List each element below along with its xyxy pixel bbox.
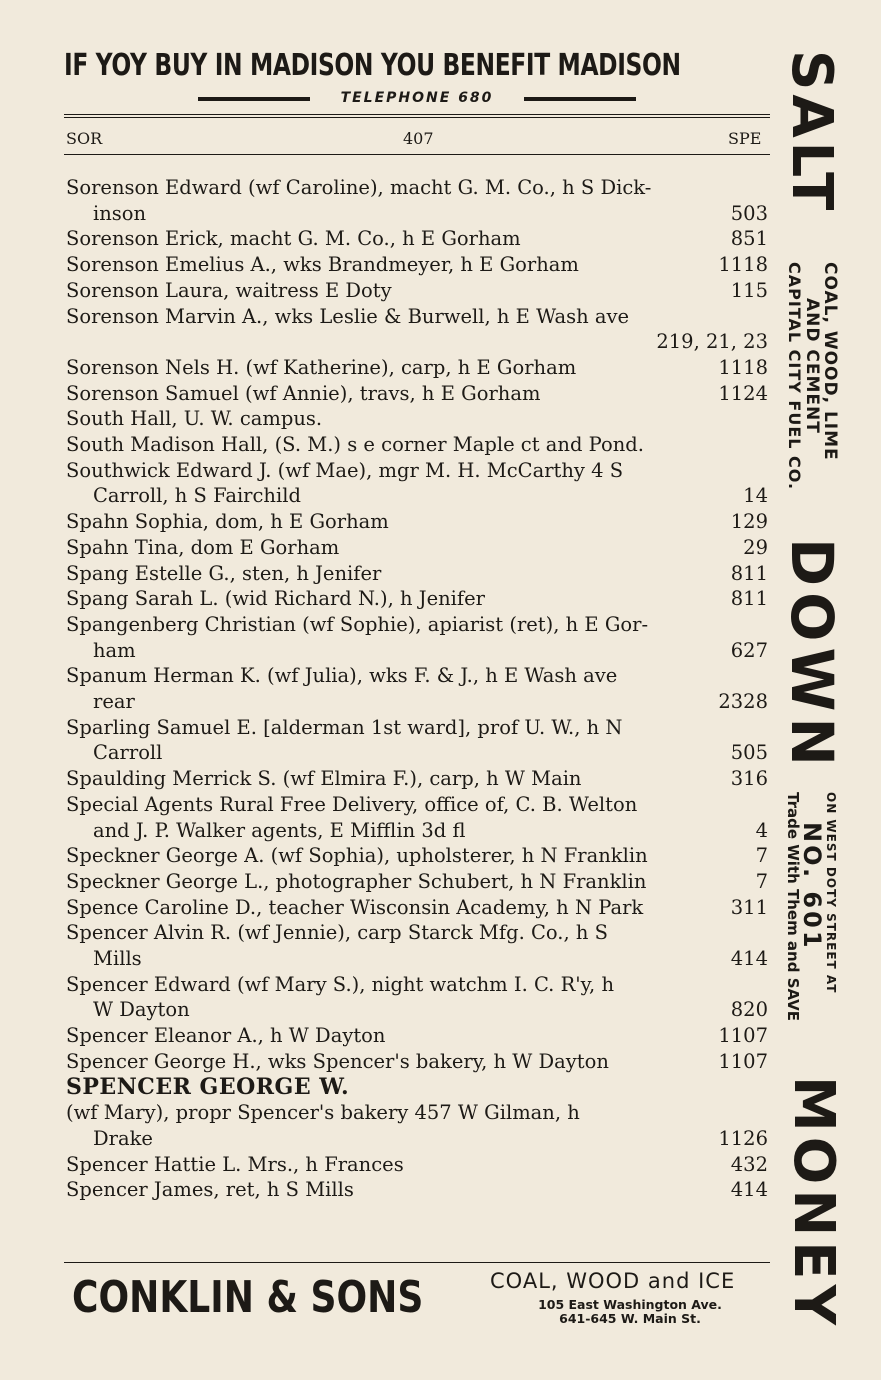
entry-text-span: Spahn Sophia, dom, h E Gorham <box>66 510 389 534</box>
side-ad-coal-line3: CAPITAL CITY FUEL CO. <box>785 262 804 491</box>
entry-text-span: Sorenson Laura, waitress E Doty <box>66 278 392 302</box>
entry-text-span: Mills <box>93 947 142 971</box>
entry-text-span: Special Agents Rural Free Delivery, office of, C. B. Welton <box>66 792 638 816</box>
entry-text-span: Sorenson Erick, macht G. M. Co., h E Gorham <box>66 227 521 251</box>
directory-entry <box>66 663 770 714</box>
entry-continuation <box>66 638 770 664</box>
side-ad-no-line3: Trade With Them and SAVE <box>784 792 802 1021</box>
entry-text-span: South Madison Hall, (S. M.) s e corner Maple ct and Pond. <box>66 433 644 457</box>
entry-number: 811 <box>730 561 768 585</box>
entry-continuation <box>66 201 770 227</box>
entry-text-span: Sorenson Edward (wf Caroline), macht G. M. Co., h S Dick- <box>66 176 652 199</box>
entry-text-span: Speckner George A. (wf Sophia), upholsterer, h N Franklin <box>66 844 648 868</box>
entry-text <box>66 278 770 304</box>
entry-heading <box>66 1075 770 1101</box>
entry-text-span: Spencer George H., wks Spencer's bakery, h W Dayton <box>66 1049 609 1073</box>
entry-number: 1126 <box>718 1127 768 1150</box>
entry-text <box>66 535 770 561</box>
entry-text-span: Sorenson Marvin A., wks Leslie & Burwell, h E Wash ave <box>66 304 630 328</box>
directory-entry <box>66 406 770 432</box>
entry-continuation <box>66 818 770 844</box>
directory-entry <box>66 509 770 535</box>
entry-text-span: and J. P. Walker agents, E Mifflin 3d fl <box>93 818 466 842</box>
entry-text-span: Speckner George L., photographer Schubert, h N Franklin <box>66 869 647 893</box>
entry-text <box>66 561 770 587</box>
entry-text <box>66 406 770 432</box>
directory-entry <box>66 175 770 226</box>
entry-number: 1107 <box>718 1049 768 1073</box>
side-ad-no-line2: NO. 601 <box>798 822 826 951</box>
entry-text-span: Sparling Samuel E. [alderman 1st ward], prof U. W., h N <box>66 715 623 739</box>
entry-number: 1118 <box>718 355 768 379</box>
entry-text-span: Spencer Alvin R. (wf Jennie), carp Starck Mfg. Co., h S <box>66 921 609 945</box>
entry-number: 115 <box>730 278 768 302</box>
entry-continuation <box>66 740 770 766</box>
top-rule <box>64 114 770 115</box>
entry-text <box>66 509 770 535</box>
entry-text-span: Spencer Edward (wf Mary S.), night watchm I. C. R'y, h <box>66 972 615 996</box>
entry-number: 811 <box>730 587 768 611</box>
entry-text <box>66 843 770 869</box>
directory-entry <box>66 1177 770 1203</box>
telephone-label: TELEPHONE 680 <box>340 90 494 106</box>
directory-entry <box>66 278 770 304</box>
directory-entry <box>66 920 770 971</box>
directory-entry <box>66 1100 770 1151</box>
entry-text <box>66 1100 770 1126</box>
directory-entry <box>66 766 770 792</box>
entry-text <box>66 586 770 612</box>
entry-number: 311 <box>730 895 768 919</box>
entry-number: 1124 <box>718 381 768 405</box>
entry-number: 820 <box>730 998 768 1022</box>
entry-text-span: SPENCER GEORGE W. <box>66 1074 350 1100</box>
directory-entry <box>66 535 770 561</box>
entry-continuation <box>66 483 770 509</box>
footer-address-2: 641-645 W. Main St. <box>559 1311 701 1326</box>
directory-entry <box>66 1049 770 1075</box>
entry-text <box>66 895 770 921</box>
directory-entry <box>66 843 770 869</box>
entry-text-span: rear <box>93 690 135 714</box>
entry-text <box>66 920 770 946</box>
directory-entry <box>66 1152 770 1178</box>
entry-number: 414 <box>730 947 768 971</box>
entry-text-span: Spencer Eleanor A., h W Dayton <box>66 1024 386 1048</box>
entry-text <box>66 663 770 689</box>
side-ad-coal-line2: AND CEMENT <box>802 298 822 434</box>
entry-text <box>66 792 770 818</box>
entry-text-span: Carroll, h S Fairchild <box>93 484 301 508</box>
entry-text-span: Spahn Tina, dom E Gorham <box>66 535 340 559</box>
entry-number: 1107 <box>718 1024 768 1048</box>
entry-text <box>66 1023 770 1049</box>
entry-text <box>66 458 770 484</box>
footer-address-1: 105 East Washington Ave. <box>538 1297 722 1312</box>
entry-number: 2328 <box>718 690 768 714</box>
page-number: 407 <box>403 129 434 148</box>
entry-text-span: Spangenberg Christian (wf Sophie), apiarist (ret), h E Gor- <box>66 612 649 636</box>
entry-text-span: (wf Mary), propr Spencer's bakery 457 W Gilman, h <box>66 1101 580 1125</box>
entry-number-line <box>66 329 770 355</box>
side-ad-down: DOWN <box>778 538 846 772</box>
entry-text-span: Southwick Edward J. (wf Mae), mgr M. H. McCarthy 4 S <box>66 458 624 482</box>
entry-text <box>66 766 770 792</box>
entry-text-span: Sorenson Emelius A., wks Brandmeyer, h E Gorham <box>66 253 579 277</box>
entry-number: 851 <box>730 227 768 251</box>
entry-text <box>66 432 770 458</box>
side-ad-coal-line1: COAL, WOOD, LIME <box>820 262 840 461</box>
entry-number: 219, 21, 23 <box>656 330 768 354</box>
entry-text-span: Spanum Herman K. (wf Julia), wks F. & J., h E Wash ave <box>66 664 618 688</box>
entry-number: 29 <box>743 535 768 559</box>
entry-text-span: Spencer Hattie L. Mrs., h Frances <box>66 1152 404 1176</box>
entry-text-span: Spang Estelle G., sten, h Jenifer <box>66 561 382 585</box>
footer-advertiser-name: CONKLIN & SONS <box>72 1272 424 1323</box>
directory-entry <box>66 612 770 663</box>
directory-entry <box>66 972 770 1023</box>
entry-text <box>66 869 770 895</box>
entry-text-span: Spence Caroline D., teacher Wisconsin Academy, h N Park <box>66 895 644 919</box>
directory-entry <box>66 355 770 381</box>
directory-entry <box>66 304 770 355</box>
entry-text <box>66 355 770 381</box>
entry-text <box>66 1049 770 1075</box>
footer-rule <box>64 1262 770 1263</box>
entry-number: 4 <box>755 818 768 842</box>
entry-text <box>66 175 770 201</box>
running-head-left: SOR <box>66 129 103 148</box>
directory-entry <box>66 458 770 509</box>
side-ad-salt: SALT <box>779 50 844 215</box>
entry-number: 7 <box>755 844 768 868</box>
directory-entry <box>66 561 770 587</box>
entry-number: 503 <box>730 201 768 225</box>
entry-text-span: Sorenson Samuel (wf Annie), travs, h E Gorham <box>66 381 541 405</box>
entry-text <box>66 715 770 741</box>
directory-entry <box>66 381 770 407</box>
directory-entry <box>66 715 770 766</box>
entry-text-span: Drake <box>93 1127 153 1150</box>
entry-number: 14 <box>743 484 768 508</box>
entry-text <box>66 381 770 407</box>
entry-continuation <box>66 1126 770 1152</box>
entry-text-span: Spang Sarah L. (wid Richard N.), h Jenifer <box>66 587 485 611</box>
entry-number: 1118 <box>718 253 768 277</box>
directory-entry <box>66 432 770 458</box>
entry-continuation <box>66 689 770 715</box>
entry-text-span: Spencer James, ret, h S Mills <box>66 1178 354 1202</box>
entry-number: 129 <box>730 510 768 534</box>
side-ad-money: MONEY <box>781 1076 846 1331</box>
entry-text-span: South Hall, U. W. campus. <box>66 407 323 431</box>
entry-number: 505 <box>730 741 768 765</box>
entry-text-span: W Dayton <box>93 998 190 1022</box>
entry-text <box>66 972 770 998</box>
telephone-rule-right <box>524 97 636 101</box>
entry-number: 627 <box>730 638 768 662</box>
entry-text <box>66 1152 770 1178</box>
entry-text-span: ham <box>93 638 136 662</box>
entry-number: 432 <box>730 1152 768 1176</box>
entry-text-span: Carroll <box>93 741 163 765</box>
directory-entry <box>66 1023 770 1049</box>
entry-text-span: Sorenson Nels H. (wf Katherine), carp, h E Gorham <box>66 355 577 379</box>
side-ad-no-line1: ON WEST DOTY STREET AT <box>824 792 838 994</box>
entry-number: 316 <box>730 767 768 791</box>
entry-text <box>66 1075 770 1101</box>
entry-text <box>66 1177 770 1203</box>
entry-number: 7 <box>755 869 768 893</box>
entry-text <box>66 226 770 252</box>
directory-entry <box>66 895 770 921</box>
header-rule <box>64 154 770 155</box>
directory-entry <box>66 226 770 252</box>
footer-products: COAL, WOOD and ICE <box>490 1269 736 1293</box>
entry-text <box>66 252 770 278</box>
entry-text <box>66 304 770 330</box>
top-rule-double <box>64 117 770 118</box>
entry-continuation <box>66 946 770 972</box>
banner-headline: IF YOY BUY IN MADISON YOU BENEFIT MADISON <box>64 48 681 83</box>
directory-entries <box>66 175 770 1203</box>
entry-text-span: inson <box>93 201 147 225</box>
running-head-right: SPE <box>728 129 762 148</box>
directory-entry <box>66 792 770 843</box>
directory-entry <box>66 869 770 895</box>
entry-number: 414 <box>730 1178 768 1202</box>
telephone-rule-left <box>198 97 310 101</box>
directory-entry <box>66 252 770 278</box>
entry-text-span: Spaulding Merrick S. (wf Elmira F.), carp, h W Main <box>66 767 582 791</box>
directory-entry <box>66 586 770 612</box>
entry-continuation <box>66 997 770 1023</box>
entry-text <box>66 612 770 638</box>
